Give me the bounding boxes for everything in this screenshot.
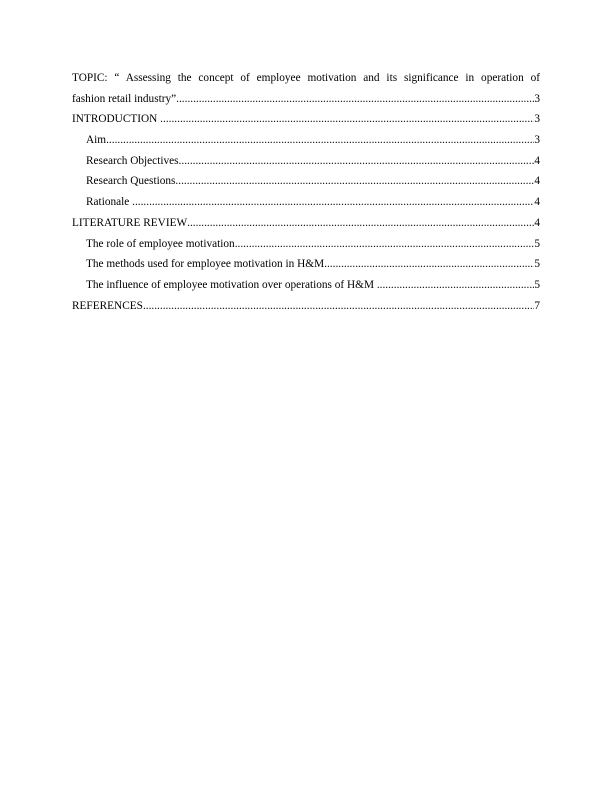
toc-entry-topic-line2: fashion retail industry” <box>72 92 177 105</box>
dot-leader <box>324 254 534 275</box>
toc-page-number: 5 <box>534 258 540 271</box>
dot-leader <box>176 89 534 110</box>
dot-leader <box>377 275 535 296</box>
toc-entry-influence-hm[interactable] <box>72 275 540 296</box>
toc-page-number: 4 <box>534 196 540 209</box>
toc-entry-research-questions[interactable] <box>72 171 540 192</box>
dot-leader <box>160 109 534 130</box>
toc-entry-topic[interactable] <box>72 68 540 109</box>
toc-page-number: 3 <box>534 92 540 105</box>
toc-entry-title: The role of employee motivation <box>86 237 235 250</box>
toc-entry-introduction[interactable] <box>72 109 540 130</box>
toc-page-number: 5 <box>534 237 540 250</box>
toc-entry-title: The methods used for employee motivation in H&M <box>86 258 325 271</box>
toc-entry-title: REFERENCES <box>72 299 143 312</box>
dot-leader <box>143 296 534 317</box>
dot-leader <box>175 171 534 192</box>
toc-entry-research-objectives[interactable] <box>72 151 540 172</box>
toc-page-number: 5 <box>534 278 540 291</box>
toc-entry-title: Aim <box>86 134 107 147</box>
toc-page-number: 7 <box>534 299 540 312</box>
toc-entry-title: The influence of employee motivation over operations of H&M <box>86 278 377 291</box>
dot-leader <box>132 192 534 213</box>
toc-entry-title: LITERATURE REVIEW <box>72 216 188 229</box>
toc-entry-title: Research Questions <box>86 175 176 188</box>
toc-entry-title: Rationale <box>86 196 133 209</box>
toc-entry-aim[interactable] <box>72 130 540 151</box>
toc-page-number: 4 <box>534 175 540 188</box>
toc-entry-title: Research Objectives <box>86 154 179 167</box>
dot-leader <box>179 151 535 172</box>
dot-leader <box>187 213 534 234</box>
toc-page-number: 4 <box>534 216 540 229</box>
dot-leader <box>106 130 534 151</box>
toc-entry-rationale[interactable] <box>72 192 540 213</box>
toc-page-number: 4 <box>534 154 540 167</box>
toc-entry-role-of-motivation[interactable] <box>72 234 540 255</box>
dot-leader <box>235 234 535 255</box>
toc-entry-methods-hm[interactable] <box>72 254 540 275</box>
toc-entry-references[interactable] <box>72 296 540 317</box>
toc-page-number: 3 <box>534 113 540 126</box>
toc-entry-title: INTRODUCTION <box>72 113 161 126</box>
toc-page-number: 3 <box>534 134 540 147</box>
table-of-contents <box>72 68 540 316</box>
toc-entry-topic-line1: TOPIC: “ Assessing the concept of employee motivation and its significance in operation of <box>72 72 540 84</box>
toc-entry-literature-review[interactable] <box>72 213 540 234</box>
